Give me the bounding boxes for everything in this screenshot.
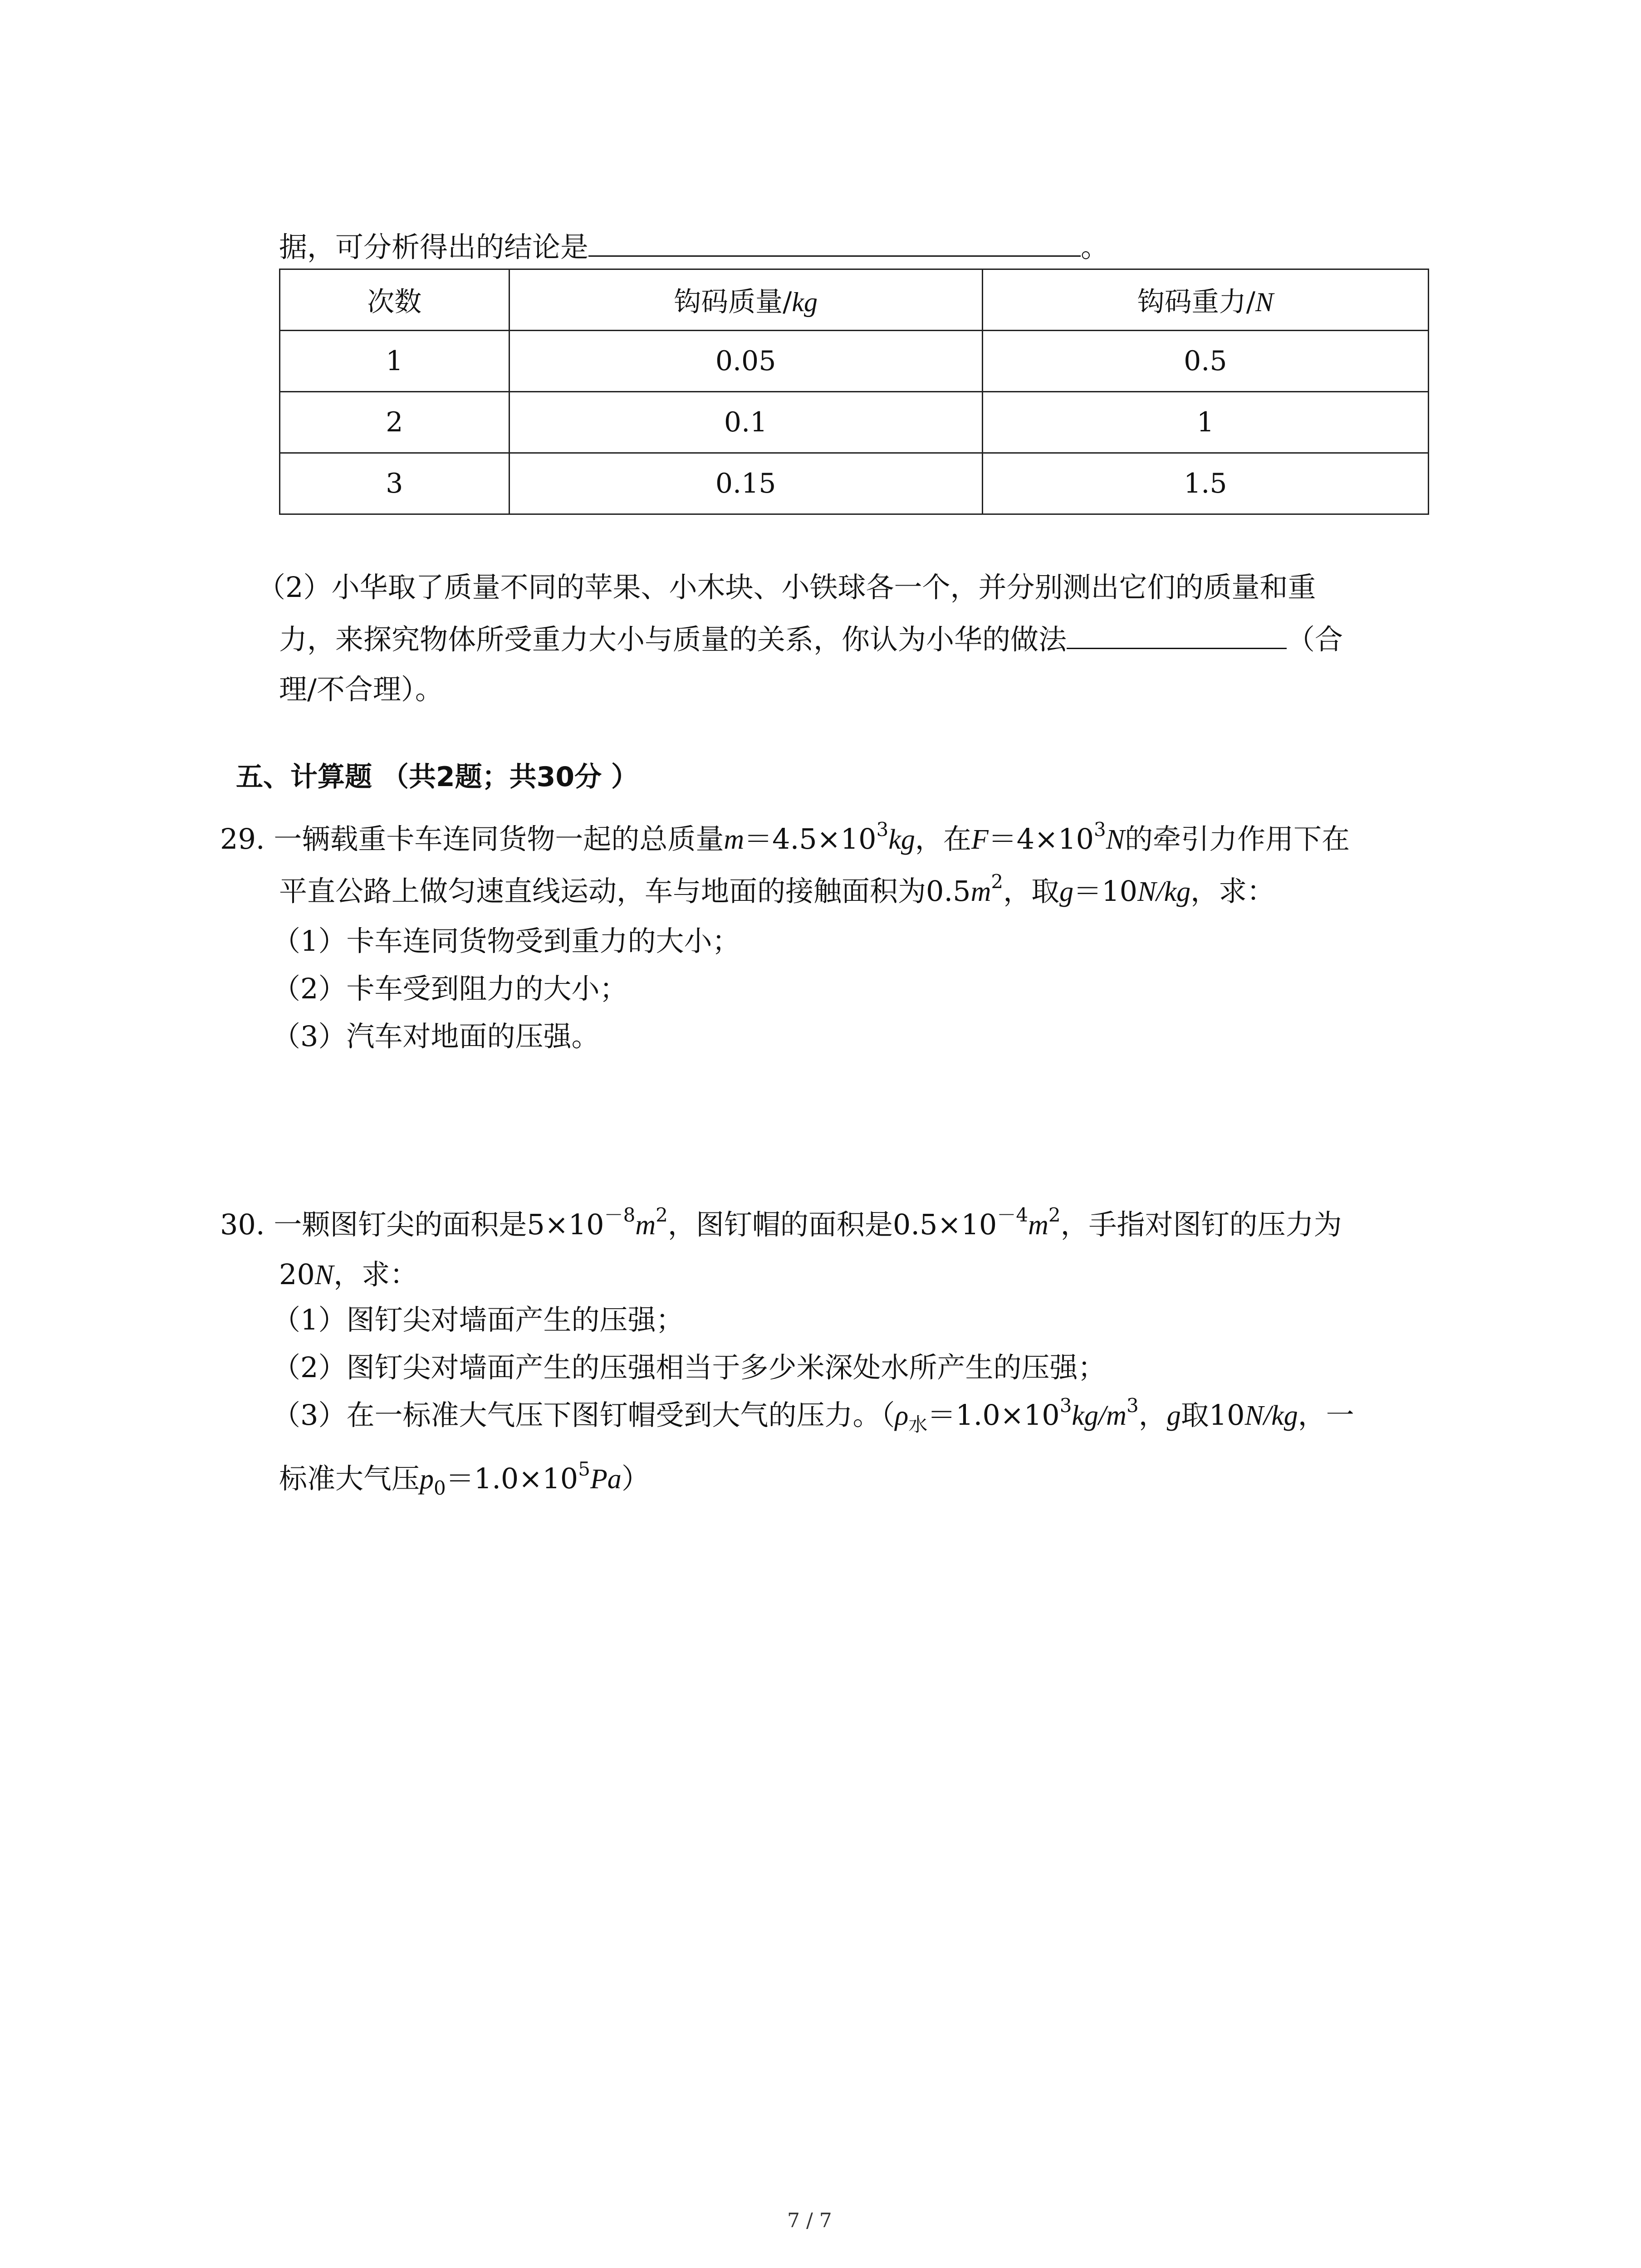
table-cell: 3 (280, 453, 509, 514)
intro-line (279, 225, 1109, 265)
q30-line2: 20N，求： (279, 1258, 418, 1291)
q29-sub3: （3）汽车对地面的压强。 (272, 1020, 600, 1053)
table-cell: 0.5 (982, 331, 1428, 392)
q30-sub3: （3）在一标准大气压下图钉帽受到大气的压力。（$\rho_水=1.0\times 10^3kg/m^3$，g取10N/kg，一 (272, 1394, 1354, 1436)
q29-line1: 29. 一辆载重卡车连同货物一起的总质量$m=4.5\times 10^3kg$，在$F=4\times 10^3N$的牵引力作用下在 (220, 818, 1350, 855)
table-header-cell: 次数 (280, 269, 509, 331)
q30-number: 30. (220, 1208, 265, 1241)
q29-sub2: （2）卡车受到阻力的大小； (272, 972, 628, 1005)
table-cell: 1 (280, 331, 509, 392)
table-header-cell: 钩码质量/kg (509, 269, 982, 331)
table-row (280, 331, 1429, 392)
table-row (280, 392, 1429, 453)
q2-line2: 力，来探究物体所受重力大小与质量的关系，你认为小华的做法 （合 (279, 617, 1343, 657)
data-table (279, 269, 1429, 515)
table-header-cell: 钩码重力/N (982, 269, 1428, 331)
page-number: 7 / 7 (787, 2209, 832, 2232)
table-cell: 0.15 (509, 453, 982, 514)
q29-number: 29. (220, 822, 265, 855)
table-header-row (280, 269, 1429, 331)
q30-line4: 标准大气压$p_0=1.0\times 10^5Pa$） (279, 1458, 650, 1499)
table-cell: 0.1 (509, 392, 982, 453)
q29-sub1: （1）卡车连同货物受到重力的大小； (272, 924, 740, 958)
table-cell: 2 (280, 392, 509, 453)
intro-text: 据，可分析得出的结论是 (279, 230, 589, 264)
section-title: 五、计算题 （共2题；共30分 ） (236, 761, 639, 793)
q30-sub1: （1）图钉尖对墙面产生的压强； (272, 1303, 684, 1336)
q30-sub2: （2）图钉尖对墙面产生的压强相当于多少米深处水所产生的压强； (272, 1351, 1106, 1384)
table-cell: 1 (982, 392, 1428, 453)
table-row (280, 453, 1429, 514)
q2-line1: （2）小华取了质量不同的苹果、小木块、小铁球各一个，并分别测出它们的质量和重 (257, 571, 1316, 604)
table-cell: 1.5 (982, 453, 1428, 514)
q30-line1: 30. 一颗图钉尖的面积是$5\times 10^{-8}m^2$，图钉帽的面积是$0.5\times 10^{-4}m^2$，手指对图钉的压力为 (220, 1204, 1342, 1241)
answer-blank-conclusion[interactable] (588, 227, 1081, 257)
q29-line2: 平直公路上做匀速直线运动，车与地面的接触面积为$0.5m^2$，取g＝10N/kg，求： (279, 870, 1275, 908)
q2-line3: 理/不合理）。 (279, 673, 443, 706)
intro-end: 。 (1081, 230, 1109, 264)
table-cell: 0.05 (509, 331, 982, 392)
answer-blank-reasonable[interactable] (1067, 620, 1287, 649)
